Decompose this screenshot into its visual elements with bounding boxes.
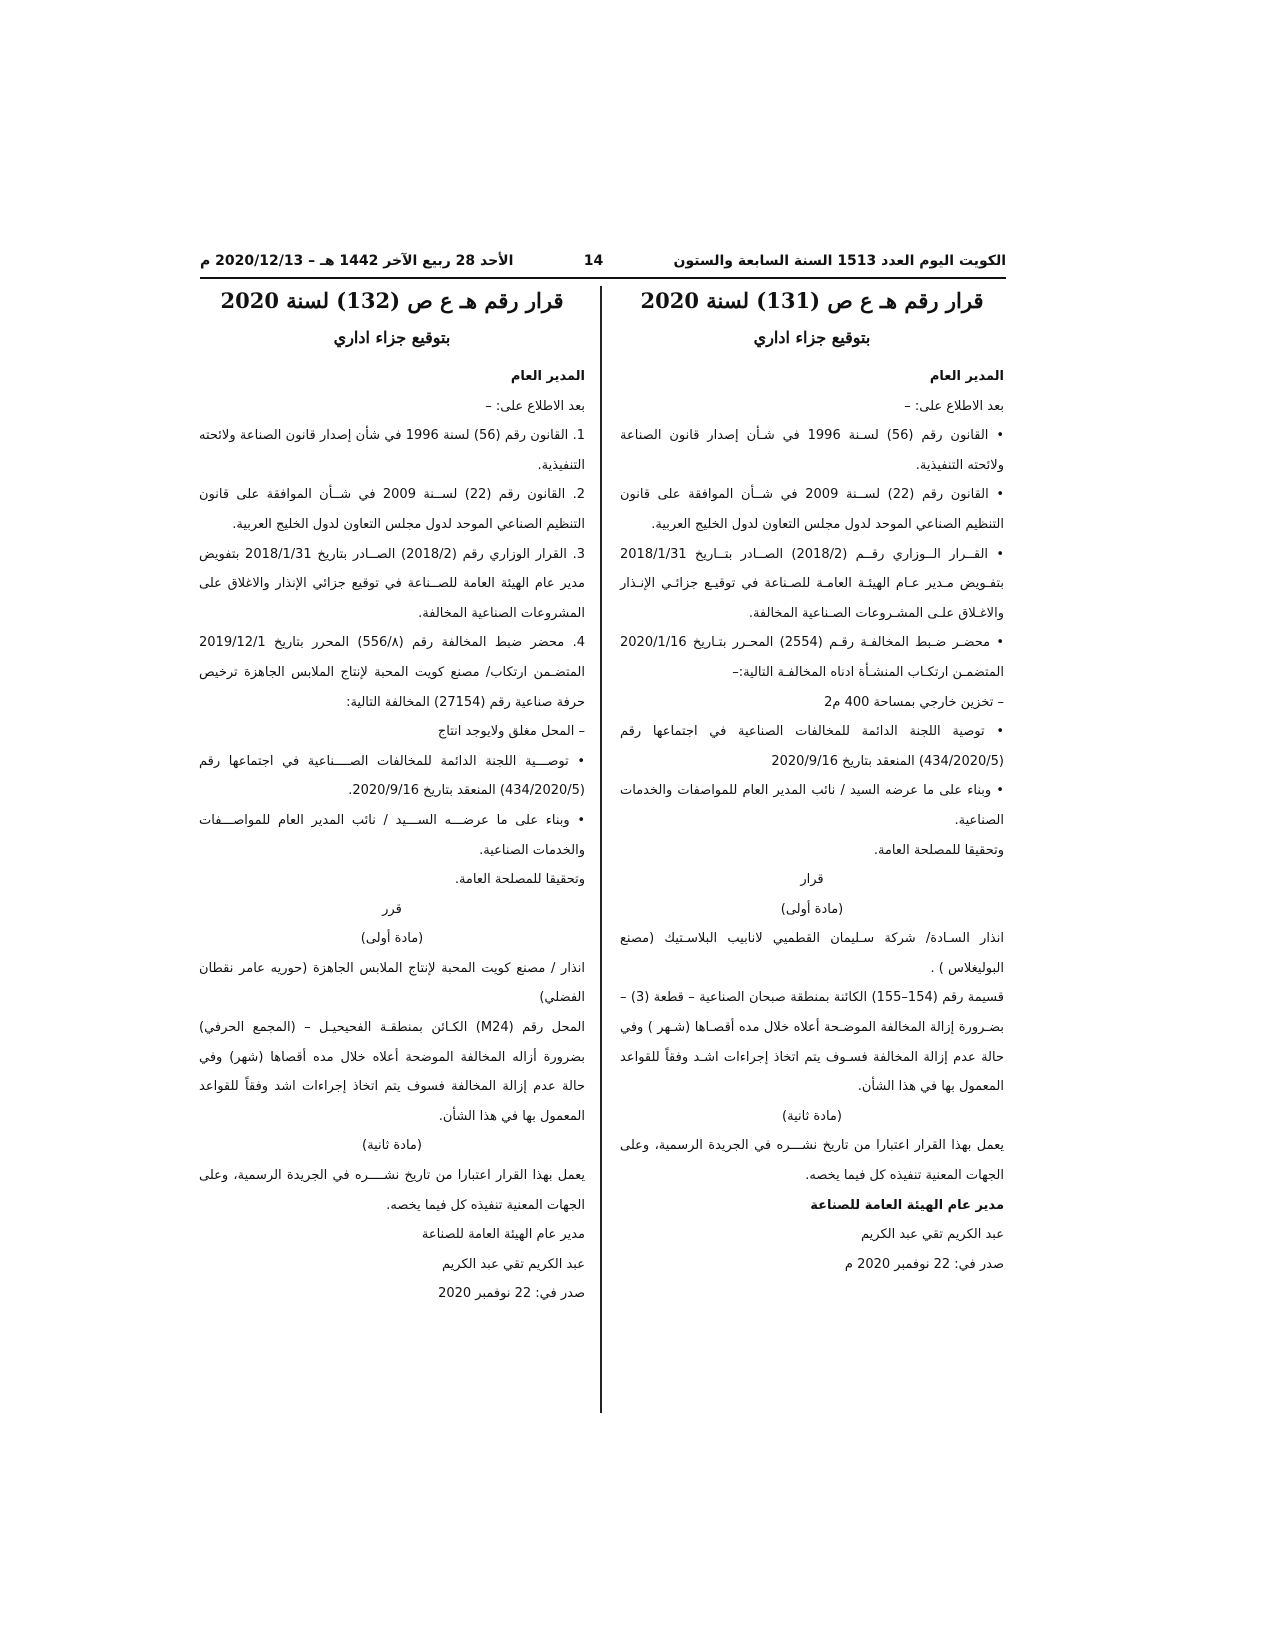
signatory-title: مدير عام الهيئة العامة للصناعة [810,1197,1004,1213]
article-1-label: (مادة أولى) [360,931,424,947]
reference-item: • محضـر ضـبط المخالفـة رقـم (2554) المحـرر بتـاريخ 2020/1/16 المتضمـن ارتكـاب المنشـأة ادناه المخالفـة التالية:– [620,628,1004,687]
page-number: 14 [583,253,604,269]
signatory-name: عبد الكريم تقي عبد الكريم [861,1227,1004,1243]
article-1-label: (مادة أولى) [780,901,844,917]
after-review: بعد الاطلاع على: – [485,398,585,414]
proposal: • وبناء على ما عرضه السيد / نائب المدير العام للمواصفات والخدمات الصناعية. [620,776,1004,835]
reference-item: • القانون رقم (56) لسـنة 1996 في شـأن إصدار قانون الصناعة ولائحته التنفيذية. [620,421,1004,480]
director-heading: المدير العام [510,369,585,384]
signatory-title: مدير عام الهيئة العامة للصناعة [421,1227,585,1243]
after-review: بعد الاطلاع على: – [904,398,1004,414]
proposal: • وبناء على ما عرضـــه الســـيد / نائب المدير العام للمواصـــفات والخدمات الصناعية. [199,806,585,865]
article-1-text: انذار السـادة/ شركة سـليمان القطميي لانابيب البلاسـتيك (مصنع البوليغلاس ) . [620,931,1004,976]
article-2-text: يعمل بهذا القرار اعتبارا من تاريخ نشــــره في الجريدة الرسمية، وعلى الجهات المعنية تنفيذه كل فيما يخصه. [199,1168,585,1213]
reference-item: 4. محضر ضبط المخالفة رقم (556/٨) المحرر بتاريخ 2019/12/1 المتضـمن ارتكاب/ مصنع كويت المحبة لإنتاج الملابس الجاهزة ترخيص حرفة صناعية رقم (27154) المخالفة التالية: [199,635,585,710]
decision-subtitle: بتوقيع جزاء اداري [333,328,451,347]
violation-line: – تخزين خارجي بمساحة 400 م2 [824,694,1004,710]
decision-subtitle: بتوقيع جزاء اداري [753,328,871,347]
director-heading: المدير العام [929,369,1004,384]
reference-item: 3. القرار الوزاري رقم (2018/2) الصــادر بتاريخ 2018/1/31 بتفويض مدير عام الهيئة العامة للصــناعة في توقيع جزائي الإنذار والاغلاق على المشروعات الصناعية المخالفة. [199,546,585,621]
recommendation: • توصـــية اللجنة الدائمة للمخالفات الصــــناعية في اجتماعها رقم (434/2020/5) المنعقد بتاريخ 2020/9/16. [199,747,585,806]
decided-heading: قرار [800,872,824,888]
article-1-text-continued: قسيمة رقم (154–155) الكائنة بمنطقة صبحان الصناعية – قطعة (3) – بضـرورة إزالة المخالفة الموضـحة أعلاه خلال مده أقصـاها (شـهر ) وفي حالة عدم إزالة المخالفة فسـوف يتم اتخاذ إجراءات اشـد وفقاً للقواعد المعمول بها في هذا الشأن. [620,990,1004,1095]
column-divider [600,286,602,1413]
header-date: الأحد 28 ربيع الآخر 1442 هـ – 2020/12/13 م [200,253,514,269]
decided-heading: قرر [382,901,402,917]
reference-item: • القــرار الــوزاري رقــم (2018/2) الصــادر بتــاريخ 2018/1/31 بتفـويض مـدير عـام الهيئـة العامـة للصـناعة في توقيـع جزائـي الإنـذار والاغـلاق علـى المشـروعات الصـناعية المخالفة. [620,540,1004,629]
reference-item: • القانون رقم (22) لســنة 2009 في شــأن الموافقة على قانون التنظيم الصناعي الموحد لدول مجلس التعاون لدول الخليج العربية. [620,480,1004,539]
public-interest: وتحقيقا للمصلحة العامة. [873,842,1004,858]
header-issue-info: الكويت اليوم العدد 1513 السنة السابعة والستون [673,253,1006,269]
article-1-text-continued: المحل رقم (M24) الكـائن بمنطقـة الفحيحيـل – (المجمع الحرفي) بضرورة أزاله المخالفة الموضحة أعلاه خلال مده أقصاها (شهر) وفي حالة عدم إزالة المخالفة فسوف يتم اتخاذ إجراءات اشد وفقاً للقواعد المعمول بها في هذا الشأن. [199,1020,585,1124]
public-interest: وتحقيقا للمصلحة العامة. [454,872,585,888]
article-1-text: انذار / مصنع كويت المحبة لإنتاج الملابس الجاهزة (حوريه عامر نقطان الفضلي) [199,960,585,1006]
page-header [200,247,1006,279]
issue-date: صدر في: 22 نوفمبر 2020 [438,1286,585,1302]
article-2-label: (مادة ثانية) [782,1108,842,1124]
decision-title: قرار رقم هـ ع ص (132) لسنة 2020 [220,288,564,313]
decision-title: قرار رقم هـ ع ص (131) لسنة 2020 [640,288,984,313]
violation-line: – المحل مغلق ولايوجد انتاج [437,724,585,740]
article-2-text: يعمل بهذا القرار اعتبارا من تاريخ نشـــره في الجريدة الرسمية، وعلى الجهات المعنية تنفيذه كل فيما يخصه. [620,1138,1004,1184]
decision-132 [199,284,585,1309]
article-2-label: (مادة ثانية) [362,1138,422,1154]
reference-item: 2. القانون رقم (22) لســنة 2009 في شــأن الموافقة على قانون التنظيم الصناعي الموحد لدول مجلس التعاون لدول الخليج العربية. [199,487,585,532]
reference-item: 1. القانون رقم (56) لسنة 1996 في شأن إصدار قانون الصناعة ولائحته التنفيذية. [199,428,585,473]
decision-131 [620,284,1004,1279]
recommendation: • توصية اللجنة الدائمة للمخالفات الصناعية في اجتماعها رقم (434/2020/5) المنعقد بتاريخ 2020/9/16 [620,717,1004,776]
issue-date: صدر في: 22 نوفمبر 2020 م [844,1256,1004,1272]
signatory-name: عبد الكريم تقي عبد الكريم [442,1256,585,1272]
